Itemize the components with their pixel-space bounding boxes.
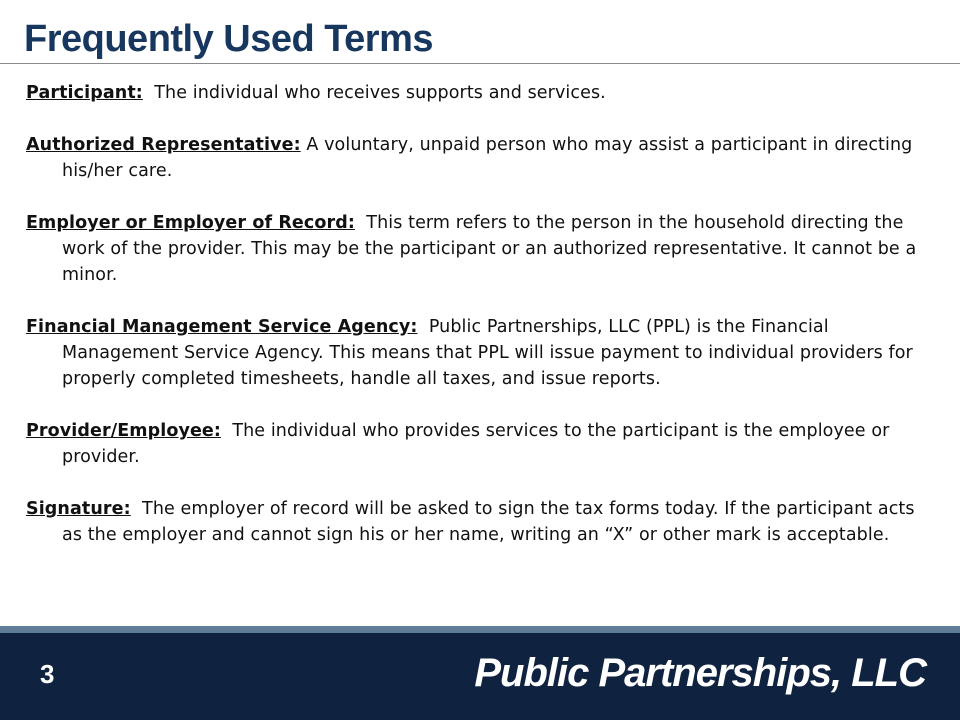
term-authorized-representative xyxy=(26,132,938,184)
term-definition: Public Partnerships, LLC (PPL) is the Financial Management Service Agency. This means that PPL will issue payment to individual providers for properly completed timesheets, handle all taxes, and issue reports. xyxy=(62,317,913,389)
term-definition: This term refers to the person in the household directing the work of the provider. This may be the participant or an authorized representative. It cannot be a minor. xyxy=(62,213,917,285)
term-participant xyxy=(26,80,938,106)
term-definition: The individual who receives supports and services. xyxy=(154,83,606,103)
term-signature xyxy=(26,496,938,548)
title-divider xyxy=(0,63,960,64)
term-label: Financial Management Service Agency: xyxy=(26,317,418,337)
terms-list xyxy=(26,80,938,574)
term-employer-of-record xyxy=(26,210,938,288)
brand-logo: Public Partnerships, LLC xyxy=(474,651,926,695)
term-financial-management-service-agency xyxy=(26,314,938,392)
term-definition: The employer of record will be asked to sign the tax forms today. If the participant acts as the employer and cannot sign his or her name, writing an “X” or other mark is acceptable. xyxy=(62,499,915,545)
footer-bar xyxy=(0,633,960,720)
term-definition: A voluntary, unpaid person who may assist a participant in directing his/her care. xyxy=(62,135,913,181)
term-label: Signature: xyxy=(26,499,131,519)
term-label: Participant: xyxy=(26,83,143,103)
term-definition: The individual who provides services to the participant is the employee or provider. xyxy=(62,421,890,467)
footer-stripe xyxy=(0,626,960,633)
slide-number: 3 xyxy=(40,659,55,689)
term-label: Provider/Employee: xyxy=(26,421,221,441)
term-label: Employer or Employer of Record: xyxy=(26,213,355,233)
term-label: Authorized Representative: xyxy=(26,135,301,155)
term-provider-employee xyxy=(26,418,938,470)
slide-title: Frequently Used Terms xyxy=(24,18,434,60)
